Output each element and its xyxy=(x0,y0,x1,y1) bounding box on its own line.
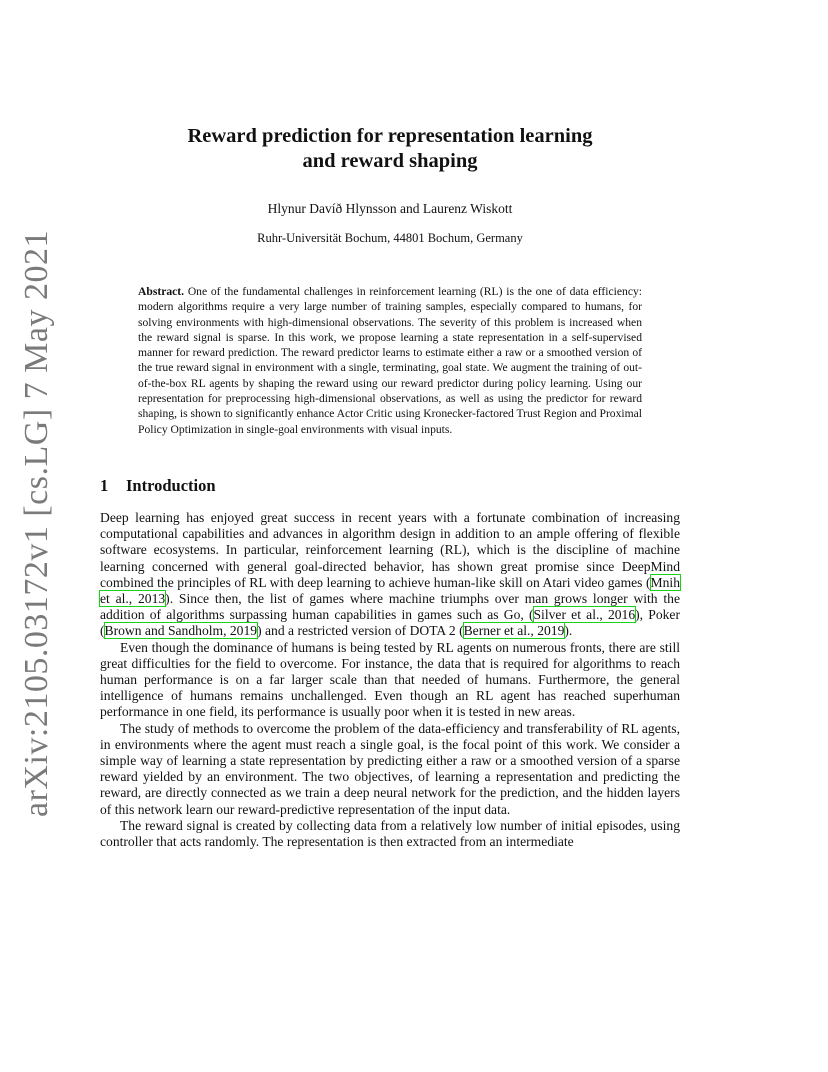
introduction-body xyxy=(100,510,680,850)
affiliation: Ruhr-Universität Bochum, 44801 Bochum, Germany xyxy=(257,231,523,245)
paragraph-1-text-c: ), Poker ( xyxy=(100,607,680,639)
citation-link-berner[interactable]: Berner et al., 2019 xyxy=(463,623,565,639)
paragraph-4: The reward signal is created by collecting data from a relatively low number of initial episodes, using controller that acts randomly. The representation is then extracted from an intermediate xyxy=(100,817,680,850)
authors: Hlynur Davíð Hlynsson and Laurenz Wiskott xyxy=(267,201,513,216)
paragraph-3: The study of methods to overcome the problem of the data-efficiency and transferability of RL agents, in environments where the agent must reach a single goal, is the focal point of this work. We consider a simple way of learning a state representation by predicting either a raw or a smoothed version of a sparse reward yielded by an environment. The two objectives, of learning a representation and predicting the reward, are directly connected as we train a deep neural network for the prediction, and the hidden layers of this network learn our reward-predictive representation of the input data. xyxy=(100,720,680,817)
title-line-2: and reward shaping xyxy=(302,150,478,172)
paper-title xyxy=(100,124,680,174)
paragraph-1 xyxy=(100,510,680,640)
section-number: 1 xyxy=(100,476,109,495)
title-line-1: Reward prediction for representation learning xyxy=(187,125,593,147)
section-title: Introduction xyxy=(126,476,216,495)
abstract-text: One of the fundamental challenges in reinforcement learning (RL) is the one of data efficiency: modern algorithms require a very large number of training samples, especially compared to humans, for solving environments with high-dimensional observations. The severity of this problem is increased when the reward signal is sparse. In this work, we propose learning a state representation in a self-supervised manner for reward prediction. The reward predictor learns to estimate either a raw or a smoothed version of the true reward signal in environment with a single, terminating, goal state. We augment the training of out-of-the-box RL agents by shaping the reward using our reward predictor during policy learning. Using our representation for preprocessing high-dimensional observations, as well as using the predictor for reward shaping, is shown to significantly enhance Actor Critic using Kronecker-factored Trust Region and Proximal Policy Optimization in single-goal environments with visual inputs. xyxy=(138,285,643,436)
abstract-label: Abstract. xyxy=(138,285,185,298)
citation-link-silver[interactable]: Silver et al., 2016 xyxy=(533,607,636,623)
paragraph-1-text-a: Deep learning has enjoyed great success in recent years with a fortunate combination of increasing computational capabilities and advances in algorithm design in addition to an ample offering of flexible software ecosystems. In particular, reinforcement learning (RL), which is the discipline of machine learning concerned with general goal-directed behavior, has shown great promise since DeepMind combined the principles of RL with deep learning to achieve human-like skill on Atari video games ( xyxy=(100,510,680,590)
citation-link-brown[interactable]: Brown and Sandholm, 2019 xyxy=(104,623,258,639)
paragraph-1-text-b: ). Since then, the list of games where machine triumphs over man grows longer with the addition of algorithms surpassing human capabilities in games such as Go, ( xyxy=(100,591,680,623)
citation-link-mnih[interactable]: Mnih et al., 2013 xyxy=(100,574,680,607)
paragraph-1-text-e: ). xyxy=(564,623,573,639)
paragraph-1-text-d: ) and a restricted version of DOTA 2 ( xyxy=(257,623,464,639)
paragraph-2: Even though the dominance of humans is being tested by RL agents on numerous fronts, there are still great difficulties for the field to overcome. For instance, the data that is required for algorithms to reach human performance is on a far larger scale than that needed of humans. Furthermore, the general intelligence of humans remains unchallenged. Even though an RL agent has reached superhuman performance in one field, its performance is usually poor when it is tested in new areas. xyxy=(100,639,680,720)
section-heading xyxy=(100,476,216,496)
abstract xyxy=(138,284,642,437)
arxiv-identifier[interactable]: arXiv:2105.03172v1 [cs.LG] 7 May 2021 xyxy=(18,230,55,818)
